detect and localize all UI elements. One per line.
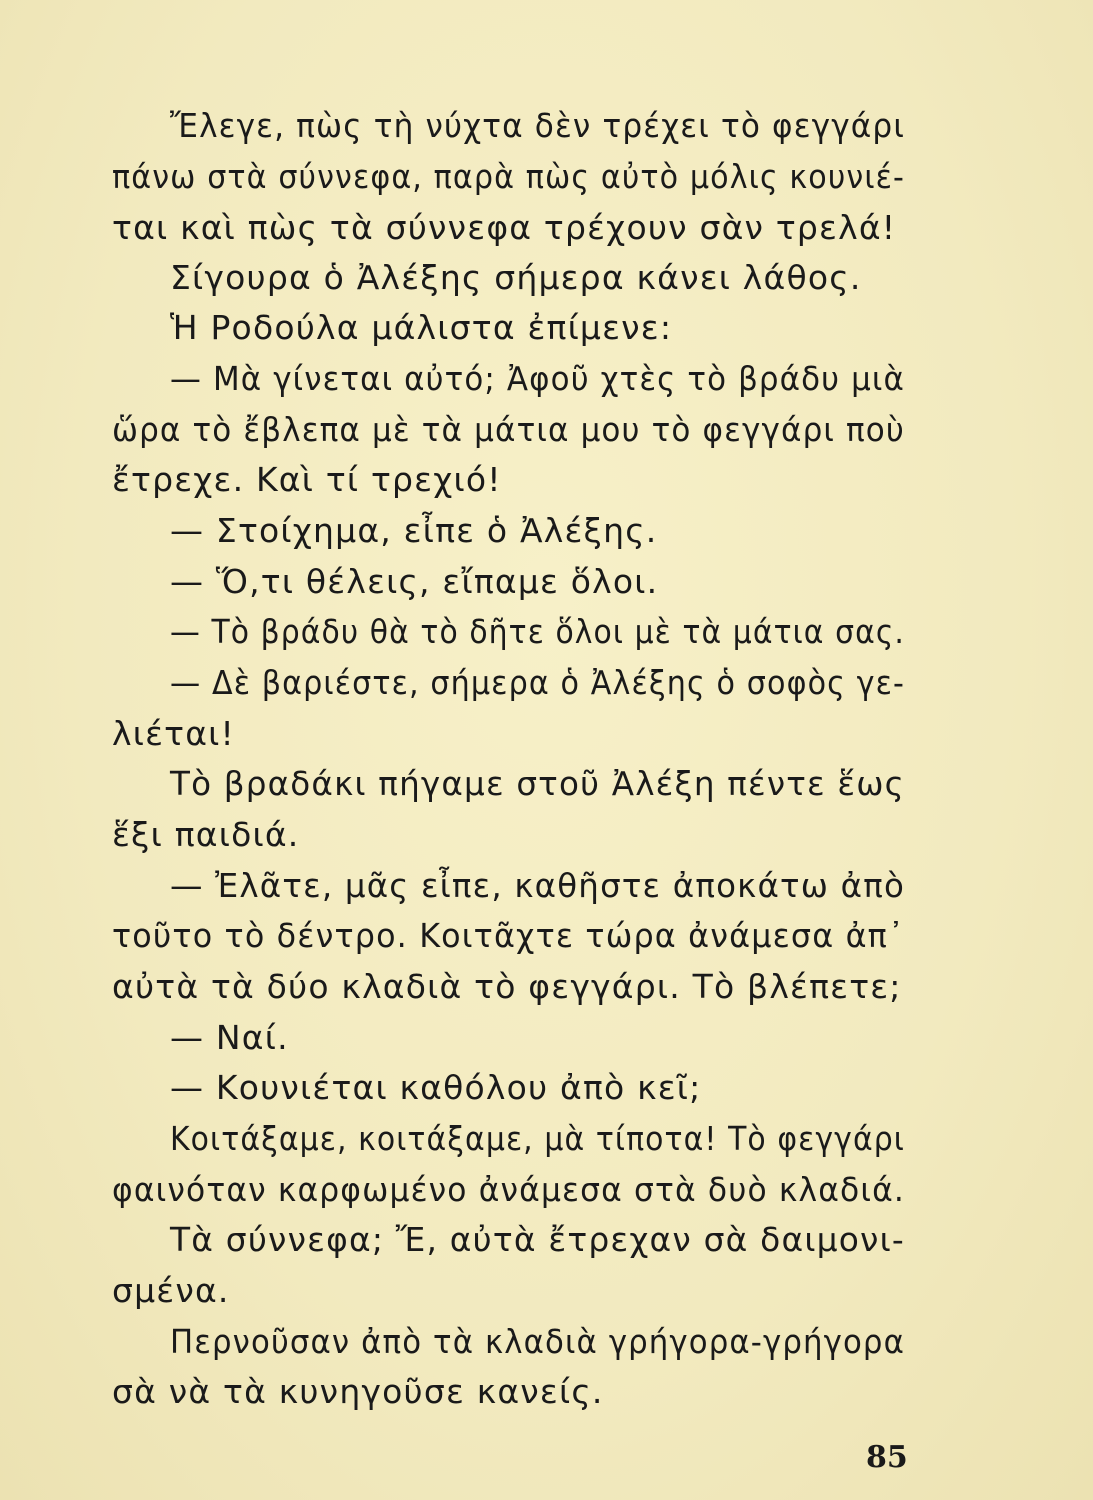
text-line: Περνοῦσαν ἀπὸ τὰ κλαδιὰ γρήγορα-γρήγορα xyxy=(170,1322,905,1361)
text-line: Τὰ σύννεφα; Ἔ, αὐτὰ ἔτρεχαν σὰ δαιμονι- xyxy=(170,1220,905,1259)
text-line: — Στοίχημα, εἶπε ὁ Ἀλέξης. xyxy=(170,511,658,550)
text-line: — Ναί. xyxy=(170,1018,289,1057)
text-line: — Μὰ γίνεται αὐτό; Ἀφοῦ χτὲς τὸ βράδυ μιὰ xyxy=(170,359,905,398)
text-line: — Κουνιέται καθόλου ἀπὸ κεῖ; xyxy=(170,1068,702,1107)
text-line: σὰ νὰ τὰ κυνηγοῦσε κανείς. xyxy=(112,1372,604,1411)
text-line: — Ὅ,τι θέλεις, εἴπαμε ὅλοι. xyxy=(170,562,659,601)
text-line: ται καὶ πὼς τὰ σύννεφα τρέχουν σὰν τρελά! xyxy=(112,208,897,247)
text-line: αὐτὰ τὰ δύο κλαδιὰ τὸ φεγγάρι. Τὸ βλέπετε; xyxy=(112,967,902,1006)
text-line: πάνω στὰ σύννεφα, παρὰ πὼς αὐτὸ μόλις κουνιέ- xyxy=(112,157,905,196)
text-line: Ἔλεγε, πὼς τὴ νύχτα δὲν τρέχει τὸ φεγγάρι xyxy=(170,106,905,145)
text-line: σμένα. xyxy=(112,1271,230,1310)
text-line: ὥρα τὸ ἔβλεπα μὲ τὰ μάτια μου τὸ φεγγάρι ποὺ xyxy=(112,410,905,449)
text-line: τοῦτο τὸ δέντρο. Κοιτᾶχτε τώρα ἀνάμεσα ἀπ᾿ xyxy=(112,916,905,955)
text-line: — Δὲ βαριέστε, σήμερα ὁ Ἀλέξης ὁ σοφὸς γε- xyxy=(170,663,905,702)
text-line: Τὸ βραδάκι πήγαμε στοῦ Ἀλέξη πέντε ἕως xyxy=(170,764,905,803)
page-number: 85 xyxy=(866,1440,908,1475)
text-line: Ἡ Ροδούλα μάλιστα ἐπίμενε: xyxy=(170,308,673,347)
text-line: Σίγουρα ὁ Ἀλέξης σήμερα κάνει λάθος. xyxy=(170,258,862,297)
text-line: Κοιτάξαμε, κοιτάξαμε, μὰ τίποτα! Τὸ φεγγάρι xyxy=(170,1119,905,1158)
text-line: φαινόταν καρφωμένο ἀνάμεσα στὰ δυὸ κλαδιά. xyxy=(112,1170,905,1209)
text-line: — Ἐλᾶτε, μᾶς εἶπε, καθῆστε ἀποκάτω ἀπὸ xyxy=(170,866,905,905)
text-line: — Τὸ βράδυ θὰ τὸ δῆτε ὅλοι μὲ τὰ μάτια σας. xyxy=(170,612,905,651)
text-line: ἕξι παιδιά. xyxy=(112,815,300,854)
text-line: λιέται! xyxy=(112,714,235,753)
text-line: ἔτρεχε. Καὶ τί τρεχιό! xyxy=(112,460,502,499)
